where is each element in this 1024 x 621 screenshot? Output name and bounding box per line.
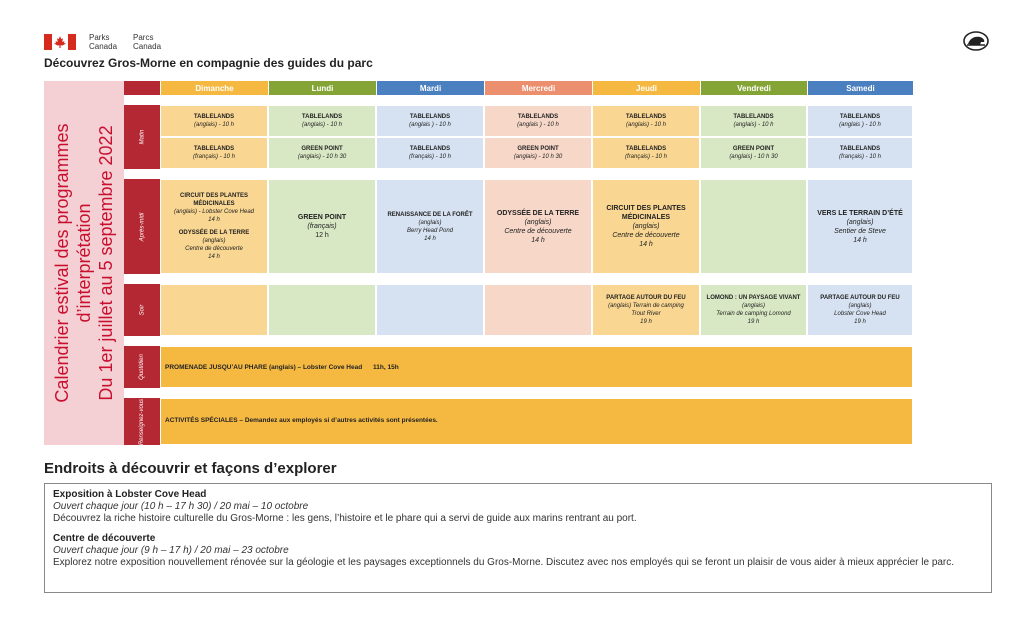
session-detail: (anglais) Terrain de camping	[608, 303, 684, 309]
session-detail: (anglais ) - 10 h	[409, 122, 451, 128]
soir-samedi	[807, 284, 913, 336]
session-title: GREEN POINT	[297, 214, 347, 221]
apres-midi-lundi	[268, 179, 376, 274]
session-detail: (anglais)	[846, 218, 874, 226]
session-title: MÉDICINALES	[621, 214, 671, 221]
session-detail: (anglais) - 10 h	[625, 122, 667, 128]
day-header-vendredi: Vendredi	[700, 81, 807, 95]
matin1-jeudi	[592, 105, 700, 137]
session-detail: (français) - 10 h	[408, 154, 451, 160]
row-label-apres-midi-text: Après-midi	[139, 212, 145, 241]
day-header-jeudi: Jeudi	[592, 81, 700, 95]
session-title: TABLELANDS	[409, 114, 451, 120]
row-label-apres-midi	[124, 179, 160, 274]
matin1-vendredi	[700, 105, 807, 137]
session-time: 14 h	[639, 241, 653, 248]
soir-lundi	[268, 284, 376, 336]
session-detail: (français)	[307, 223, 337, 230]
row-label-quotidien	[124, 346, 160, 388]
session-title: TABLELANDS	[839, 114, 881, 120]
soir-jeudi	[592, 284, 700, 336]
place-title: Centre de découverte	[53, 533, 156, 544]
session-time: 14 h	[208, 254, 220, 260]
session-place: Trout River	[631, 311, 661, 317]
matin2-samedi	[807, 137, 913, 169]
session-time: 19 h	[854, 319, 866, 325]
session-title: TABLELANDS	[517, 114, 559, 120]
apres-midi-dimanche	[160, 179, 268, 274]
session-title: ODYSSÉE DE LA TERRE	[178, 230, 250, 236]
session-time: 19 h	[747, 319, 760, 325]
apres-midi-mardi	[376, 179, 484, 274]
row-label-renseignez-text: Renseignez-vous	[139, 398, 146, 445]
vertical-title-line3: Du 1er juillet au 5 septembre 2022	[96, 125, 116, 401]
session-title: CIRCUIT DES PLANTES	[606, 205, 686, 212]
matin2-dimanche	[160, 137, 268, 169]
session-detail: (anglais) - Lobster Cove Head	[173, 209, 255, 215]
vertical-title-line1: Calendrier estival des programmes	[52, 123, 72, 403]
quotidien-row	[160, 346, 913, 388]
session-title: MÉDICINALES	[193, 201, 235, 207]
soir-mardi	[376, 284, 484, 336]
place-description: Explorez notre exposition nouvellement rénovée sur la géologie et les paysages exceptionnels du Gros-Morne. Discutez avec nos employés qui se feront un plaisir de vous aider à mieux apprécier le parc.	[53, 557, 955, 568]
session-place: Centre de découverte	[612, 232, 680, 239]
apres-midi-samedi	[807, 179, 913, 274]
day-header-mardi: Mardi	[376, 81, 484, 95]
apres-midi-jeudi	[592, 179, 700, 274]
session-detail: (anglais)	[741, 303, 765, 309]
session-title: TABLELANDS	[193, 114, 235, 120]
matin1-mardi	[376, 105, 484, 137]
session-title: GREEN POINT	[301, 146, 343, 152]
beaver-logo-icon	[963, 30, 989, 52]
session-time: 14 h	[208, 217, 220, 223]
session-place: Lobster Cove Head	[834, 311, 886, 317]
place-title: Exposition à Lobster Cove Head	[53, 489, 207, 500]
matin1-lundi	[268, 105, 376, 137]
session-time: 14 h	[853, 236, 867, 244]
session-title: RENAISSANCE DE LA FORÊT	[387, 211, 473, 218]
session-detail: (anglais)	[202, 238, 226, 244]
section2-title: Endroits à découvrir et façons d’explorer	[44, 460, 337, 477]
session-title: PARTAGE AUTOUR DU FEU	[606, 295, 686, 301]
row-label-quotidien-text: Quotidien	[139, 354, 145, 380]
day-header-lundi: Lundi	[268, 81, 376, 95]
matin2-jeudi	[592, 137, 700, 169]
session-detail: (français) - 10 h	[192, 154, 235, 160]
brand-fr	[133, 33, 161, 51]
row-label-matin	[124, 105, 160, 169]
header-corner	[124, 81, 160, 95]
session-detail: (anglais)	[848, 303, 872, 309]
session-title: TABLELANDS	[625, 114, 667, 120]
matin1-samedi	[807, 105, 913, 137]
session-detail: (anglais)	[524, 218, 552, 226]
session-title: TABLELANDS	[193, 146, 235, 152]
session-title: GREEN POINT	[732, 146, 775, 152]
renseignez-text: ACTIVITÉS SPÉCIALES – Demandez aux employés si d’autres activités sont présentées.	[165, 417, 438, 424]
matin1-dimanche	[160, 105, 268, 137]
brand-en-line2: Canada	[89, 42, 118, 51]
matin1-mercredi	[484, 105, 592, 137]
matin2-lundi	[268, 137, 376, 169]
session-detail: (anglais) - 10 h	[301, 122, 343, 128]
session-detail: (anglais) - 10 h	[733, 122, 774, 128]
session-detail: (anglais)	[418, 219, 442, 226]
session-detail: (anglais) - 10 h 30	[513, 154, 563, 160]
matin2-vendredi	[700, 137, 807, 169]
session-title: TABLELANDS	[839, 146, 881, 152]
day-header-mercredi: Mercredi	[484, 81, 592, 95]
apres-midi-vendredi	[700, 179, 807, 274]
brand-en-line1: Parks	[89, 33, 110, 42]
session-place: Centre de découverte	[504, 227, 572, 235]
soir-vendredi	[700, 284, 807, 336]
session-time: 14 h	[531, 236, 545, 244]
places-box	[44, 483, 992, 593]
session-title: GREEN POINT	[517, 146, 559, 152]
session-time: 19 h	[640, 319, 652, 325]
session-detail: (anglais ) - 10 h	[517, 122, 559, 128]
session-place: Sentier de Steve	[834, 227, 886, 235]
row-label-soir-text: Soir	[138, 304, 145, 316]
place-hours: Ouvert chaque jour (10 h – 17 h 30) / 20 mai – 10 octobre	[53, 501, 309, 512]
session-detail: (anglais)	[632, 223, 660, 230]
vertical-title-line2: d’interprétation	[74, 203, 94, 323]
place-description: Découvrez la riche histoire culturelle du Gros-Morne : les gens, l’histoire et le phare qui a servi de guide aux marins rentrant au port.	[53, 513, 637, 524]
session-detail: (français) - 10 h	[838, 154, 881, 160]
session-detail: (français) - 10 h	[624, 154, 667, 160]
session-detail: (anglais) - 10 h	[193, 122, 235, 128]
session-title: LOMOND : UN PAYSAGE VIVANT	[706, 295, 801, 301]
quotidien-text: PROMENADE JUSQU’AU PHARE (anglais) – Lobster Cove Head 11h, 15h	[165, 363, 399, 371]
row-label-renseignez-vous	[124, 398, 160, 445]
page-title: Découvrez Gros-Morne en compagnie des guides du parc	[44, 56, 373, 70]
session-place: Centre de découverte	[185, 246, 243, 252]
session-title: PARTAGE AUTOUR DU FEU	[820, 295, 900, 301]
place-hours: Ouvert chaque jour (9 h – 17 h) / 20 mai – 23 octobre	[53, 545, 289, 556]
session-title: TABLELANDS	[625, 146, 667, 152]
session-title: CIRCUIT DES PLANTES	[179, 193, 248, 199]
session-detail: (anglais) - 10 h 30	[729, 154, 778, 160]
brand-fr-line1: Parcs	[133, 33, 154, 42]
brand-fr-line2: Canada	[133, 42, 162, 51]
session-title: ODYSSÉE DE LA TERRE	[496, 209, 580, 217]
row-label-matin-text: Matin	[138, 129, 145, 145]
day-header-samedi: Samedi	[807, 81, 913, 95]
session-place: Berry Head Pond	[406, 227, 454, 234]
session-title: TABLELANDS	[733, 114, 774, 120]
day-header-dimanche: Dimanche	[160, 81, 268, 95]
vertical-title	[44, 81, 124, 445]
matin2-mercredi	[484, 137, 592, 169]
renseignez-row	[160, 398, 913, 445]
session-time: 14 h	[424, 235, 436, 242]
soir-mercredi	[484, 284, 592, 336]
session-title: TABLELANDS	[301, 114, 343, 120]
brand-en	[89, 33, 117, 51]
matin2-mardi	[376, 137, 484, 169]
session-detail: (anglais) - 10 h 30	[297, 154, 347, 160]
apres-midi-mercredi	[484, 179, 592, 274]
row-label-soir	[124, 284, 160, 336]
session-title: TABLELANDS	[409, 146, 451, 152]
session-place: Terrain de camping Lomond	[716, 311, 791, 317]
session-detail: (anglais ) - 10 h	[839, 122, 881, 128]
soir-dimanche	[160, 284, 268, 336]
canada-flag-icon	[44, 34, 76, 50]
session-time: 12 h	[315, 232, 329, 239]
session-title: VERS LE TERRAIN D’ÉTÉ	[817, 209, 903, 217]
